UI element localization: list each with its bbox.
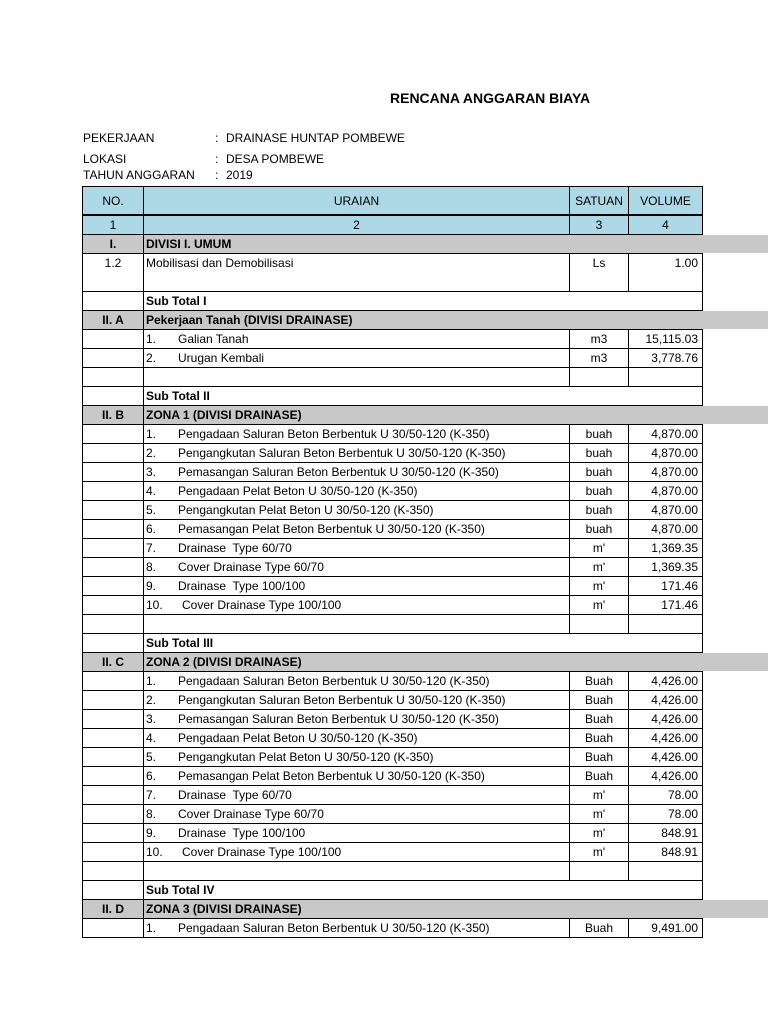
cell-uraian [144, 615, 570, 633]
cell-no: II. B [82, 406, 144, 424]
table-row [82, 843, 703, 862]
cell-satuan [570, 292, 629, 310]
cell-no [82, 596, 144, 614]
subtotal-label: Sub Total II [146, 389, 210, 403]
cell-satuan: m' [570, 824, 629, 842]
table-row [82, 254, 703, 292]
item-number: 5. [146, 750, 157, 764]
cell-volume: 171.46 [629, 577, 703, 595]
item-description: Urugan Kembali [178, 351, 265, 365]
cell-volume: 1,369.35 [629, 558, 703, 576]
cell-uraian [144, 311, 570, 329]
cell-no [82, 767, 144, 785]
cell-uraian [144, 843, 570, 861]
item-description: Pemasangan Saluran Beton Berbentuk U 30/50-120 (K-350) [178, 465, 499, 479]
table-row [82, 919, 703, 938]
table-row [82, 539, 703, 558]
section-row [82, 311, 703, 330]
blank-row [82, 862, 703, 881]
cell-no [82, 425, 144, 443]
item-number: 4. [146, 731, 157, 745]
cell-no [82, 672, 144, 690]
cell-satuan: buah [570, 463, 629, 481]
cell-uraian [144, 577, 570, 595]
cell-volume: 4,870.00 [629, 501, 703, 519]
cell-no [82, 710, 144, 728]
table-row [82, 672, 703, 691]
item-number: 2. [146, 693, 157, 707]
cell-volume [629, 881, 703, 899]
cell-satuan: Buah [570, 729, 629, 747]
index-uraian: 2 [144, 216, 570, 234]
cell-satuan: m' [570, 577, 629, 595]
subtotal-row [82, 881, 703, 900]
cell-uraian [144, 444, 570, 462]
cell-no [82, 558, 144, 576]
table-row [82, 577, 703, 596]
cell-no [82, 786, 144, 804]
item-number: 1. [146, 674, 157, 688]
cell-uraian [144, 368, 570, 386]
item-description: Pengadaan Pelat Beton U 30/50-120 (K-350) [178, 484, 418, 498]
cell-no [82, 824, 144, 842]
cell-volume: 4,426.00 [629, 710, 703, 728]
cell-satuan: Buah [570, 691, 629, 709]
item-description: Cover Drainase Type 100/100 [182, 845, 342, 859]
cell-no: I. [82, 235, 144, 253]
cell-uraian [144, 330, 570, 348]
cell-no [82, 634, 144, 652]
cell-uraian [144, 539, 570, 557]
cell-volume: 4,870.00 [629, 425, 703, 443]
meta-separator: : [215, 168, 219, 182]
item-number: 2. [146, 351, 157, 365]
item-number: 6. [146, 769, 157, 783]
cell-uraian [144, 349, 570, 367]
cell-no [82, 615, 144, 633]
cell-volume: 4,870.00 [629, 482, 703, 500]
section-title: Pekerjaan Tanah (DIVISI DRAINASE) [146, 313, 353, 327]
subtotal-row [82, 634, 703, 653]
cell-uraian [144, 767, 570, 785]
cell-no [82, 748, 144, 766]
cell-volume: 1.00 [629, 254, 703, 291]
cell-uraian [144, 520, 570, 538]
cell-volume: 3,778.76 [629, 349, 703, 367]
item-description: Pemasangan Pelat Beton Berbentuk U 30/50-120 (K-350) [178, 522, 485, 536]
table-row [82, 767, 703, 786]
meta-value: DESA POMBEWE [226, 152, 325, 166]
cell-satuan: m' [570, 786, 629, 804]
cell-no [82, 691, 144, 709]
cell-volume: 4,426.00 [629, 748, 703, 766]
cell-volume [629, 387, 703, 405]
cell-uraian [144, 254, 570, 291]
item-description: Pengangkutan Pelat Beton U 30/50-120 (K-350) [178, 750, 434, 764]
meta-label: PEKERJAAN [83, 131, 155, 145]
item-description: Pengadaan Saluran Beton Berbentuk U 30/50-120 (K-350) [178, 427, 490, 441]
table-row [82, 520, 703, 539]
item-description: Cover Drainase Type 60/70 [178, 560, 324, 574]
subtotal-row [82, 387, 703, 406]
section-row [82, 653, 703, 672]
table-index-row [82, 215, 703, 235]
cell-satuan: buah [570, 482, 629, 500]
item-description: Pemasangan Pelat Beton Berbentuk U 30/50-120 (K-350) [178, 769, 485, 783]
cell-no: II. A [82, 311, 144, 329]
cell-volume: 78.00 [629, 786, 703, 804]
item-description: Pengangkutan Pelat Beton U 30/50-120 (K-350) [178, 503, 434, 517]
cell-uraian [144, 387, 570, 405]
cell-uraian [144, 824, 570, 842]
cell-no [82, 843, 144, 861]
cell-uraian [144, 729, 570, 747]
item-number: 3. [146, 465, 157, 479]
table-row [82, 729, 703, 748]
item-number: 10. [146, 845, 163, 859]
cell-volume: 4,426.00 [629, 767, 703, 785]
index-satuan: 3 [570, 216, 629, 234]
item-number: 8. [146, 560, 157, 574]
cell-uraian [144, 235, 570, 253]
cell-satuan: buah [570, 501, 629, 519]
item-number: 7. [146, 541, 157, 555]
meta-label: TAHUN ANGGARAN [83, 168, 195, 182]
cell-volume: 4,426.00 [629, 691, 703, 709]
cell-volume: 171.46 [629, 596, 703, 614]
cell-volume: 78.00 [629, 805, 703, 823]
section-row [82, 235, 703, 254]
cell-no [82, 862, 144, 880]
item-number: 6. [146, 522, 157, 536]
header-satuan: SATUAN [570, 187, 629, 214]
meta-separator: : [215, 131, 219, 145]
cell-uraian [144, 691, 570, 709]
cell-volume [629, 292, 703, 310]
header-no: NO. [82, 187, 144, 214]
cell-volume: 4,426.00 [629, 729, 703, 747]
subtotal-label: Sub Total I [146, 294, 207, 308]
cell-volume: 15,115.03 [629, 330, 703, 348]
table-row [82, 425, 703, 444]
table-row [82, 349, 703, 368]
item-number: 7. [146, 788, 157, 802]
table-row [82, 805, 703, 824]
item-number: 10. [146, 598, 163, 612]
cell-satuan: buah [570, 444, 629, 462]
item-description: Drainase Type 60/70 [178, 541, 292, 555]
cell-satuan: m' [570, 558, 629, 576]
cell-uraian [144, 919, 570, 937]
cell-satuan [570, 881, 629, 899]
cell-no [82, 805, 144, 823]
budget-table [82, 186, 703, 938]
table-row [82, 444, 703, 463]
cell-no [82, 501, 144, 519]
cell-uraian [144, 710, 570, 728]
document-title: RENCANA ANGGARAN BIAYA [390, 90, 591, 106]
table-header-row [82, 186, 703, 215]
cell-volume: 4,426.00 [629, 672, 703, 690]
cell-uraian [144, 786, 570, 804]
cell-uraian [144, 881, 570, 899]
item-number: 1. [146, 427, 157, 441]
cell-no [82, 919, 144, 937]
table-row [82, 786, 703, 805]
cell-volume: 4,870.00 [629, 444, 703, 462]
meta-separator: : [215, 152, 219, 166]
item-number: 1. [146, 332, 157, 346]
item-description: Drainase Type 100/100 [178, 579, 306, 593]
cell-no [82, 539, 144, 557]
item-description: Pemasangan Saluran Beton Berbentuk U 30/50-120 (K-350) [178, 712, 499, 726]
cell-uraian [144, 862, 570, 880]
cell-uraian [144, 805, 570, 823]
section-title: DIVISI I. UMUM [146, 237, 232, 251]
cell-satuan: Ls [570, 254, 629, 291]
cell-uraian [144, 900, 570, 918]
table-row [82, 710, 703, 729]
header-volume: VOLUME [629, 187, 703, 214]
header-uraian: URAIAN [144, 187, 570, 214]
cell-uraian [144, 672, 570, 690]
cell-no [82, 368, 144, 386]
meta-lokasi [83, 152, 324, 166]
cell-no: 1.2 [82, 254, 144, 291]
cell-volume: 4,870.00 [629, 520, 703, 538]
cell-satuan: m3 [570, 330, 629, 348]
table-row [82, 691, 703, 710]
cell-no [82, 330, 144, 348]
cell-satuan [570, 634, 629, 652]
cell-satuan: buah [570, 425, 629, 443]
item-number: 9. [146, 826, 157, 840]
cell-volume: 4,870.00 [629, 463, 703, 481]
cell-volume [629, 368, 703, 386]
section-title: ZONA 3 (DIVISI DRAINASE) [146, 902, 302, 916]
cell-uraian [144, 425, 570, 443]
cell-volume: 1,369.35 [629, 539, 703, 557]
index-no: 1 [82, 216, 144, 234]
cell-volume [629, 634, 703, 652]
cell-uraian [144, 292, 570, 310]
cell-satuan: m' [570, 805, 629, 823]
cell-no [82, 729, 144, 747]
cell-satuan [570, 615, 629, 633]
meta-label: LOKASI [83, 152, 127, 166]
cell-satuan: m' [570, 539, 629, 557]
cell-uraian [144, 653, 570, 671]
item-number: 4. [146, 484, 157, 498]
cell-satuan [570, 387, 629, 405]
cell-no [82, 482, 144, 500]
cell-uraian [144, 463, 570, 481]
cell-satuan: m' [570, 843, 629, 861]
cell-satuan: Buah [570, 710, 629, 728]
item-description: Pengadaan Saluran Beton Berbentuk U 30/50-120 (K-350) [178, 674, 490, 688]
item-description: Pengangkutan Saluran Beton Berbentuk U 30/50-120 (K-350) [178, 693, 506, 707]
blank-row [82, 368, 703, 387]
item-description: Drainase Type 100/100 [178, 826, 306, 840]
cell-no [82, 520, 144, 538]
table-row [82, 596, 703, 615]
item-number: 3. [146, 712, 157, 726]
cell-no [82, 444, 144, 462]
blank-row [82, 615, 703, 634]
item-number: 8. [146, 807, 157, 821]
cell-uraian [144, 558, 570, 576]
index-volume: 4 [629, 216, 703, 234]
item-number: 1. [146, 921, 157, 935]
cell-satuan: m' [570, 596, 629, 614]
item-description: Drainase Type 60/70 [178, 788, 292, 802]
cell-no: II. C [82, 653, 144, 671]
table-row [82, 463, 703, 482]
item-number: 5. [146, 503, 157, 517]
cell-satuan: Buah [570, 767, 629, 785]
cell-no [82, 292, 144, 310]
cell-no [82, 463, 144, 481]
cell-volume: 9,491.00 [629, 919, 703, 937]
section-row [82, 900, 703, 919]
table-row [82, 501, 703, 520]
cell-volume [629, 615, 703, 633]
cell-no [82, 387, 144, 405]
cell-uraian [144, 634, 570, 652]
cell-satuan: Buah [570, 672, 629, 690]
cell-no: II. D [82, 900, 144, 918]
item-description: Pengadaan Saluran Beton Berbentuk U 30/50-120 (K-350) [178, 921, 490, 935]
item-description: Pengangkutan Saluran Beton Berbentuk U 30/50-120 (K-350) [178, 446, 506, 460]
table-row [82, 824, 703, 843]
section-row [82, 406, 703, 425]
table-row [82, 330, 703, 349]
cell-uraian [144, 748, 570, 766]
section-title: ZONA 1 (DIVISI DRAINASE) [146, 408, 302, 422]
cell-no [82, 349, 144, 367]
subtotal-label: Sub Total III [146, 636, 214, 650]
cell-volume [629, 862, 703, 880]
section-title: ZONA 2 (DIVISI DRAINASE) [146, 655, 302, 669]
subtotal-label: Sub Total IV [146, 883, 215, 897]
item-description: Cover Drainase Type 100/100 [182, 598, 342, 612]
table-row [82, 482, 703, 501]
table-row [82, 748, 703, 767]
table-row [82, 558, 703, 577]
cell-satuan [570, 862, 629, 880]
cell-volume: 848.91 [629, 824, 703, 842]
item-description: Cover Drainase Type 60/70 [178, 807, 324, 821]
cell-uraian [144, 406, 570, 424]
cell-uraian [144, 501, 570, 519]
item-description: Mobilisasi dan Demobilisasi [146, 256, 294, 270]
cell-satuan: Buah [570, 748, 629, 766]
cell-uraian [144, 596, 570, 614]
cell-satuan: buah [570, 520, 629, 538]
cell-uraian [144, 482, 570, 500]
meta-pekerjaan [83, 131, 405, 145]
cell-volume: 848.91 [629, 843, 703, 861]
meta-value: DRAINASE HUNTAP POMBEWE [226, 131, 405, 145]
cell-no [82, 881, 144, 899]
cell-satuan: Buah [570, 919, 629, 937]
item-description: Galian Tanah [178, 332, 249, 346]
cell-satuan: m3 [570, 349, 629, 367]
item-number: 2. [146, 446, 157, 460]
item-description: Pengadaan Pelat Beton U 30/50-120 (K-350) [178, 731, 418, 745]
meta-value: 2019 [226, 168, 253, 182]
subtotal-row [82, 292, 703, 311]
item-number: 9. [146, 579, 157, 593]
cell-no [82, 577, 144, 595]
cell-satuan [570, 368, 629, 386]
meta-tahun-anggaran [83, 168, 253, 182]
